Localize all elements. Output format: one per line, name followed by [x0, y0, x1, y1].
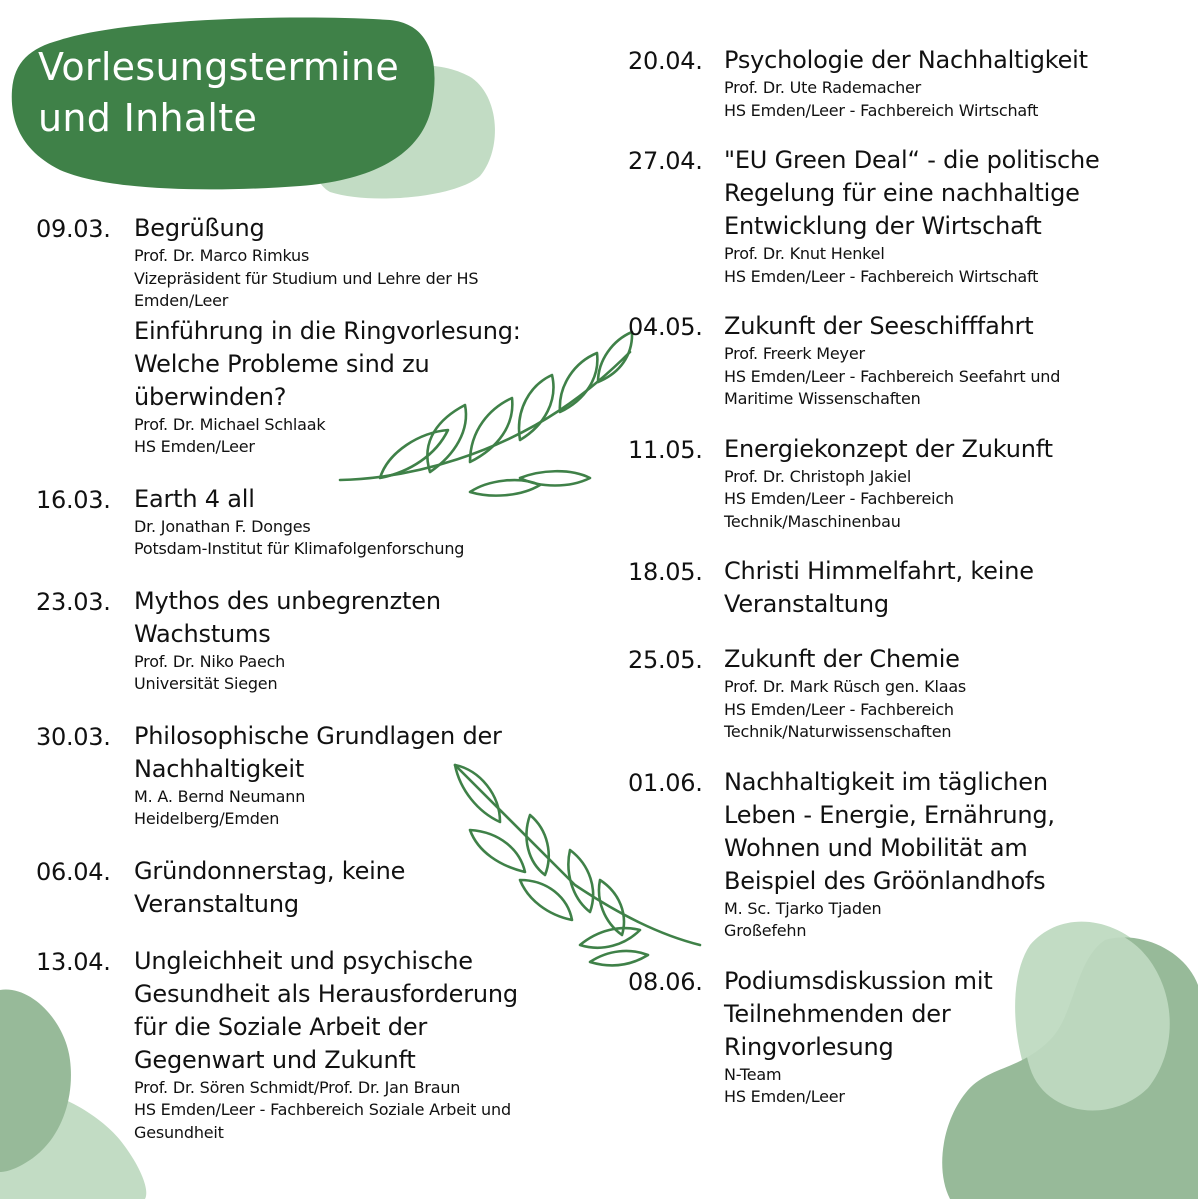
entry-date: 01.06. [628, 768, 703, 797]
schedule-entry [628, 144, 1148, 288]
schedule-entry [628, 766, 1148, 943]
entry-title: Wohnen und Mobilität am [724, 833, 1028, 862]
entry-affiliation: Vizepräsident für Studium und Lehre der HS [134, 268, 479, 288]
entry-affiliation: Technik/Naturwissenschaften [724, 722, 952, 741]
entry-speaker: Prof. Dr. Niko Paech [134, 651, 286, 671]
entry-date: 20.04. [628, 47, 703, 75]
schedule-entry [628, 433, 1148, 534]
entry-date: 18.05. [628, 558, 703, 586]
entry-title: Energiekonzept der Zukunft [724, 434, 1053, 463]
entry-title: Einführung in die Ringvorlesung: [134, 316, 521, 345]
schedule-entry [628, 643, 1148, 744]
entry-date: 27.04. [628, 147, 703, 175]
entry-title: Christi Himmelfahrt, keine [724, 557, 1034, 585]
entry-date: 06.04. [36, 857, 111, 886]
entry-title: Zukunft der Chemie [724, 645, 960, 673]
entry-date: 13.04. [36, 947, 111, 976]
entry-title: Veranstaltung [724, 590, 889, 618]
entry-speaker: Prof. Dr. Knut Henkel [724, 244, 885, 263]
entry-affiliation: Technik/Maschinenbau [724, 511, 901, 531]
entry-affiliation: Gesundheit [134, 1122, 224, 1142]
entry-date: 04.05. [628, 313, 703, 341]
entry-speaker: Prof. Dr. Michael Schlaak [134, 414, 326, 434]
entry-speaker: Prof. Dr. Mark Rüsch gen. Klaas [724, 677, 967, 696]
entry-speaker: Dr. Jonathan F. Donges [134, 516, 311, 536]
entry-title: Nachhaltigkeit [134, 754, 305, 783]
entry-speaker: Prof. Dr. Marco Rimkus [134, 246, 310, 265]
schedule-entry [628, 310, 1148, 411]
entry-title: "EU Green Deal“ - die politische [724, 146, 1100, 174]
entry-title: Philosophische Grundlagen der [134, 721, 502, 750]
page-title [38, 42, 399, 144]
entry-title: Nachhaltigkeit im täglichen [724, 767, 1048, 796]
schedule-entry [628, 555, 1148, 621]
entry-speaker: M. A. Bernd Neumann [134, 786, 306, 806]
entry-date: 23.03. [36, 587, 111, 616]
entry-affiliation: HS Emden/Leer - Fachbereich Wirtschaft [724, 266, 1039, 286]
entry-affiliation: Emden/Leer [134, 291, 229, 310]
entry-affiliation: Potsdam-Institut für Klimafolgenforschung [134, 539, 465, 558]
entry-date: 09.03. [36, 215, 111, 243]
entry-date: 08.06. [628, 967, 703, 996]
entry-title: Regelung für eine nachhaltige [724, 179, 1080, 207]
entry-speaker: Prof. Dr. Ute Rademacher [724, 78, 922, 97]
entry-affiliation: HS Emden/Leer [134, 437, 255, 456]
entry-title: Gesundheit als Herausforderung [134, 979, 518, 1008]
entry-affiliation: HS Emden/Leer - Fachbereich Soziale Arbeit und [134, 1100, 511, 1119]
entry-affiliation: Heidelberg/Emden [134, 809, 280, 828]
entry-affiliation: HS Emden/Leer [724, 1087, 845, 1106]
entry-title: Leben - Energie, Ernährung, [724, 800, 1055, 829]
entry-affiliation: Großefehn [724, 921, 807, 940]
entry-title: überwinden? [134, 382, 287, 411]
entry-title: Zukunft der Seeschifffahrt [724, 312, 1034, 340]
schedule-entry [628, 44, 1148, 122]
schedule-right-column [628, 44, 1148, 1109]
entry-date: 16.03. [36, 485, 111, 514]
entry-speaker: N-Team [724, 1064, 782, 1084]
entry-affiliation: HS Emden/Leer - Fachbereich Wirtschaft [724, 100, 1039, 120]
entry-title: Mythos des unbegrenzten [134, 586, 441, 615]
entry-date: 30.03. [36, 722, 111, 751]
entry-title: Psychologie der Nachhaltigkeit [724, 46, 1088, 74]
entry-affiliation: HS Emden/Leer - Fachbereich [724, 699, 954, 719]
entry-title: Entwicklung der Wirtschaft [724, 212, 1042, 240]
schedule-entry [36, 483, 596, 561]
entry-date: 25.05. [628, 646, 703, 674]
entry-affiliation: HS Emden/Leer - Fachbereich [724, 489, 954, 508]
entry-title: Teilnehmenden der [724, 999, 951, 1028]
entry-speaker: Prof. Freerk Meyer [724, 344, 865, 363]
entry-title: Gründonnerstag, keine [134, 856, 406, 885]
entry-title: Begrüßung [134, 214, 265, 242]
schedule-entry [36, 585, 596, 696]
entry-affiliation: Universität Siegen [134, 674, 278, 693]
page-title-line-1: Vorlesungstermine [38, 45, 400, 89]
entry-affiliation: HS Emden/Leer - Fachbereich Seefahrt und [724, 366, 1061, 386]
entry-speaker: Prof. Dr. Christoph Jakiel [724, 466, 912, 486]
entry-title: Wachstums [134, 619, 271, 648]
entry-title: Podiumsdiskussion mit [724, 966, 993, 995]
entry-affiliation: Maritime Wissenschaften [724, 389, 921, 408]
schedule-entry [628, 965, 1148, 1109]
entry-title: Gegenwart und Zukunft [134, 1045, 416, 1074]
schedule-left-column [36, 212, 596, 1144]
schedule-entry [36, 720, 596, 831]
page-title-line-2: und Inhalte [38, 96, 258, 140]
entry-title: für die Soziale Arbeit der [134, 1012, 428, 1041]
entry-title: Earth 4 all [134, 484, 255, 513]
entry-title: Ringvorlesung [724, 1032, 894, 1061]
schedule-entry [36, 945, 596, 1145]
entry-speaker: Prof. Dr. Sören Schmidt/Prof. Dr. Jan Braun [134, 1077, 461, 1097]
entry-speaker: M. Sc. Tjarko Tjaden [724, 898, 882, 918]
entry-title: Ungleichheit und psychische [134, 946, 473, 975]
entry-title: Welche Probleme sind zu [134, 349, 430, 378]
entry-title: Beispiel des Gröönlandhofs [724, 866, 1046, 895]
entry-title: Veranstaltung [134, 889, 299, 918]
entry-date: 11.05. [628, 435, 703, 464]
schedule-entry [36, 855, 596, 921]
schedule-entry [36, 212, 596, 459]
